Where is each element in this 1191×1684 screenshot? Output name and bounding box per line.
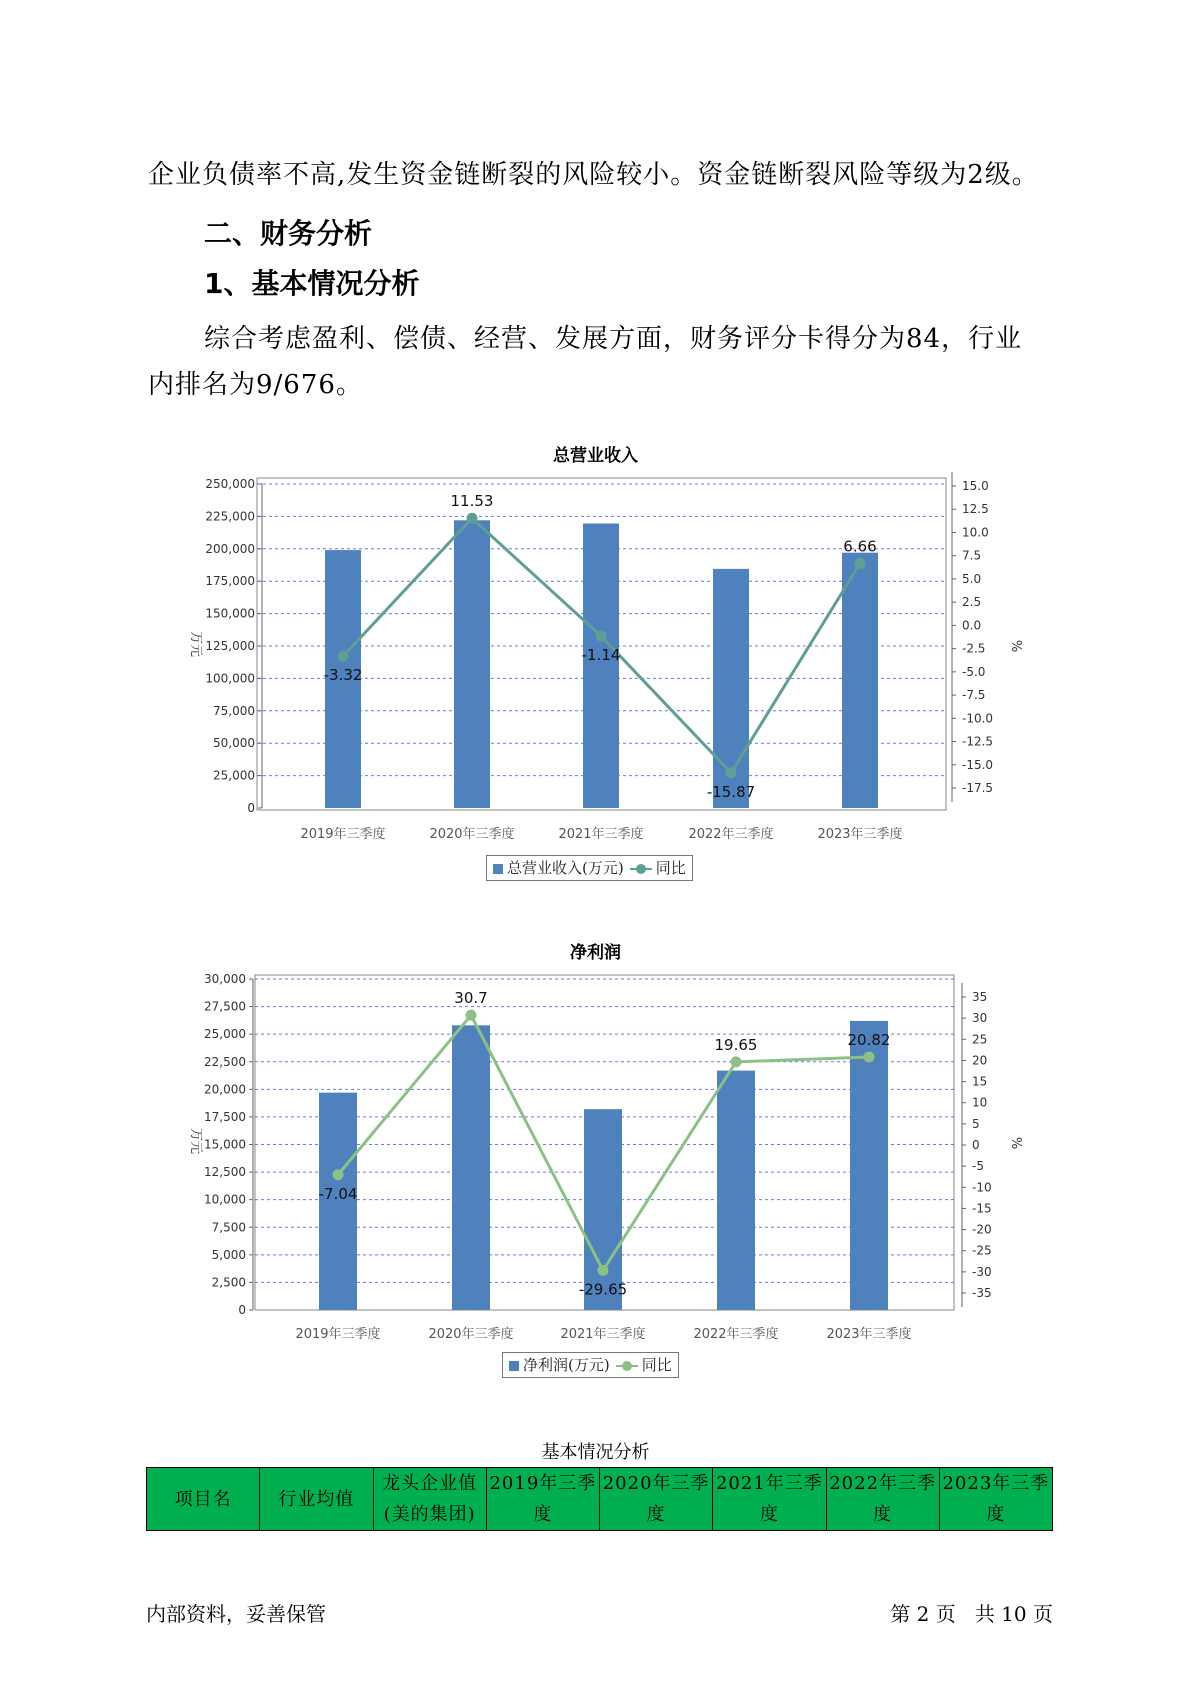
y2-tick-label: 30: [972, 1011, 988, 1026]
x-tick-label: 2019年三季度: [295, 1327, 381, 1342]
data-label: -3.32: [323, 666, 363, 685]
x-tick-label: 2020年三季度: [428, 1327, 514, 1342]
y2-tick-label: 15: [972, 1074, 988, 1089]
chart-title-revenue: 总营业收入: [553, 446, 638, 466]
x-tick-label: 2020年三季度: [429, 827, 515, 842]
y2-tick-label: 2.5: [962, 595, 982, 610]
data-label: 20.82: [847, 1030, 891, 1049]
y-tick-label: 27,500: [204, 999, 246, 1014]
bar: [850, 1021, 888, 1310]
data-label: -1.14: [581, 645, 621, 664]
y-tick-label: 5,000: [211, 1247, 246, 1262]
legend-label-revenue: 总营业收入(万元): [507, 859, 624, 877]
y-tick-label: 50,000: [213, 736, 255, 751]
data-label: 11.53: [450, 492, 494, 511]
y2-tick-label: -12.5: [962, 734, 994, 749]
y-tick-label: 7,500: [211, 1220, 246, 1235]
y2-tick-label: -5.0: [962, 664, 986, 679]
revenue-chart: [0, 470, 1191, 845]
x-tick-label: 2022年三季度: [688, 827, 774, 842]
y-tick-label: 100,000: [205, 671, 255, 686]
y-tick-label: 20,000: [204, 1082, 246, 1097]
revenue-chart-legend: [486, 855, 693, 881]
data-label: 30.7: [454, 989, 488, 1008]
data-label: -7.04: [318, 1184, 358, 1203]
bar: [583, 524, 619, 808]
section-heading: 二、财务分析: [204, 217, 373, 250]
y2-tick-label: 5.0: [962, 571, 982, 586]
data-label: 19.65: [714, 1035, 758, 1054]
y-tick-label: 30,000: [204, 972, 246, 986]
table-header-cell: 龙头企业值(美的集团): [373, 1468, 486, 1531]
y-tick-label: 125,000: [205, 639, 255, 653]
y2-tick-label: 25: [972, 1032, 988, 1047]
table-header-cell: 2023年三季度: [939, 1468, 1052, 1531]
x-tick-label: 2023年三季度: [826, 1327, 912, 1342]
legend-label-yoy: 同比: [655, 859, 686, 877]
y-tick-label: 0: [247, 801, 255, 815]
data-label: -15.87: [706, 782, 756, 801]
table-header-cell: 行业均值: [260, 1468, 373, 1531]
y2-tick-label: -30: [972, 1264, 992, 1279]
y-tick-label: 10,000: [204, 1192, 246, 1207]
y-tick-label: 200,000: [205, 541, 255, 556]
y2-tick-label: 10: [972, 1095, 988, 1110]
x-tick-label: 2019年三季度: [300, 827, 386, 842]
x-tick-label: 2021年三季度: [560, 1327, 646, 1342]
legend-label-profit: 净利润(万元): [523, 1356, 610, 1374]
y-tick-label: 25,000: [213, 768, 255, 783]
intro-line: 企业负债率不高,发生资金链断裂的风险较小。资金链断裂风险等级为2级。: [148, 160, 1039, 190]
y2-tick-label: -2.5: [962, 641, 986, 656]
table-header-cell: 项目名: [147, 1468, 260, 1531]
y2-tick-label: -15.0: [962, 757, 994, 772]
bar: [452, 1025, 490, 1310]
table-header-cell: 2021年三季度: [713, 1468, 826, 1531]
yoy-point: [596, 630, 607, 641]
y-axis-label: 万元: [188, 630, 203, 658]
y-tick-label: 22,500: [204, 1054, 246, 1069]
bar: [842, 553, 878, 808]
y-tick-label: 12,500: [204, 1165, 246, 1180]
table-header-row: [147, 1468, 1053, 1531]
chart-title-profit: 净利润: [570, 943, 621, 963]
data-label: -29.65: [578, 1280, 628, 1299]
y2-tick-label: -20: [972, 1222, 992, 1237]
legend-bar-swatch: [509, 1361, 519, 1371]
x-tick-label: 2022年三季度: [693, 1327, 779, 1342]
y-tick-label: 225,000: [205, 509, 255, 524]
basic-analysis-table: [146, 1467, 1053, 1531]
x-tick-label: 2023年三季度: [817, 827, 903, 842]
table-caption: 基本情况分析: [541, 1442, 650, 1463]
table-header-cell: 2020年三季度: [600, 1468, 713, 1531]
y2-tick-label: -17.5: [962, 781, 994, 795]
y2-tick-label: -15: [972, 1201, 992, 1216]
table-header-cell: 2022年三季度: [826, 1468, 939, 1531]
summary-paragraph: 综合考虑盈利、偿债、经营、发展方面，财务评分卡得分为84，行业内排名为9/676。: [148, 324, 1023, 400]
y-tick-label: 15,000: [204, 1137, 246, 1152]
y-tick-label: 75,000: [213, 703, 255, 718]
y2-tick-label: 20: [972, 1053, 988, 1068]
legend-label-yoy: 同比: [641, 1356, 672, 1374]
y2-tick-label: -35: [972, 1286, 992, 1300]
yoy-point: [333, 1169, 344, 1180]
profit-chart-legend: [502, 1352, 679, 1378]
yoy-point: [598, 1265, 609, 1276]
data-label: 6.66: [843, 537, 877, 556]
y-tick-label: 175,000: [205, 574, 255, 589]
y-tick-label: 150,000: [205, 606, 255, 621]
yoy-point: [467, 513, 478, 524]
yoy-point: [726, 767, 737, 778]
y-tick-label: 0: [238, 1303, 246, 1317]
y-tick-label: 17,500: [204, 1109, 246, 1124]
legend-line-swatch: [630, 868, 652, 870]
bar: [454, 520, 490, 808]
table-header-cell: 2019年三季度: [486, 1468, 599, 1531]
y2-tick-label: 10.0: [962, 525, 989, 540]
bar: [717, 1071, 755, 1310]
y2-tick-label: 35: [972, 990, 988, 1004]
y2-tick-label: -25: [972, 1243, 992, 1258]
legend-line-swatch: [616, 1365, 638, 1367]
y-axis-label: 万元: [188, 1127, 203, 1155]
y2-tick-label: 0: [972, 1138, 980, 1152]
y-tick-label: 250,000: [205, 477, 255, 491]
y2-tick-label: -10: [972, 1180, 992, 1195]
legend-bar-swatch: [493, 864, 503, 874]
y2-tick-label: 15.0: [962, 479, 989, 493]
y2-tick-label: -7.5: [962, 688, 986, 703]
footer-confidential: 内部资料，妥善保管: [146, 1602, 326, 1626]
y2-tick-label: 5: [972, 1116, 980, 1131]
y-tick-label: 25,000: [204, 1027, 246, 1042]
y2-tick-label: 0.0: [962, 618, 982, 633]
yoy-point: [731, 1056, 742, 1067]
y2-axis-label: %: [1008, 639, 1023, 653]
sub-heading: 1、基本情况分析: [204, 267, 420, 300]
profit-chart: [0, 967, 1191, 1342]
y2-tick-label: 12.5: [962, 502, 989, 517]
yoy-point: [855, 558, 866, 569]
y2-axis-label: %: [1008, 1136, 1023, 1150]
yoy-point: [338, 651, 349, 662]
y2-tick-label: -5: [972, 1159, 984, 1174]
y2-tick-label: 7.5: [962, 548, 982, 563]
yoy-point: [466, 1010, 477, 1021]
y2-tick-label: -10.0: [962, 711, 994, 726]
yoy-point: [864, 1051, 875, 1062]
x-tick-label: 2021年三季度: [558, 827, 644, 842]
y-tick-label: 2,500: [211, 1275, 246, 1290]
footer-page-number: 第 2 页 共 10 页: [890, 1602, 1053, 1626]
